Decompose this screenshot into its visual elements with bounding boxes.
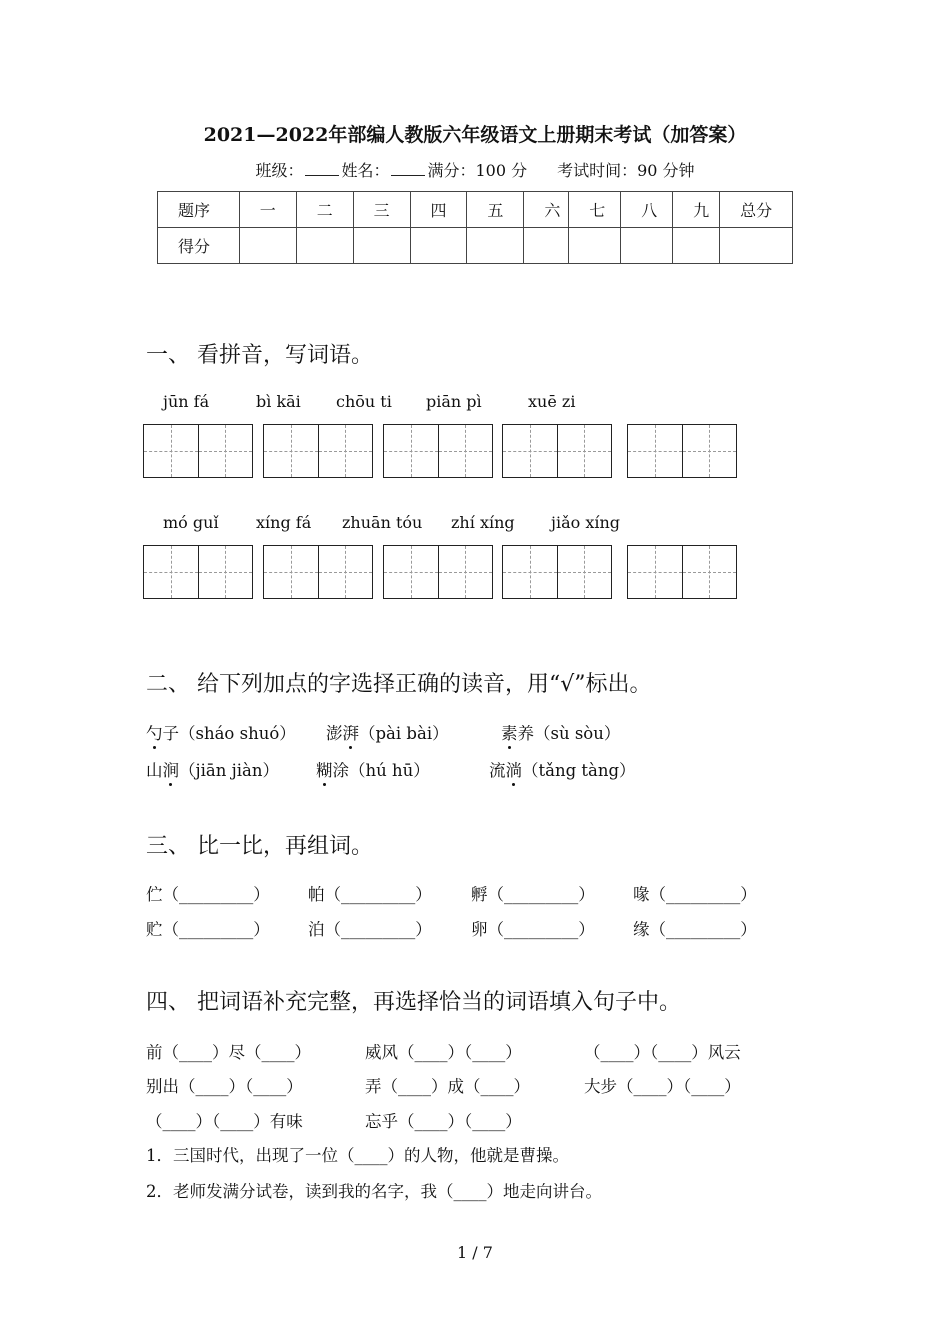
dotted-char: 淌 bbox=[506, 757, 523, 781]
score-input-cell[interactable] bbox=[239, 228, 296, 264]
idiom-blank[interactable]: （____）（____）有味 bbox=[146, 1112, 303, 1131]
score-input-cell[interactable] bbox=[524, 228, 569, 264]
idiom-blank[interactable]: 忘乎（____）（____） bbox=[365, 1112, 522, 1131]
score-input-cell[interactable] bbox=[673, 228, 720, 264]
dotted-char: 勺 bbox=[146, 720, 163, 744]
word-blank[interactable]: 伫（_________） bbox=[146, 885, 270, 904]
score-input-cell[interactable] bbox=[569, 228, 621, 264]
section3-heading: 三、 比一比，再组词。 bbox=[146, 834, 373, 859]
section2-heading: 二、 给下列加点的字选择正确的读音，用“√”标出。 bbox=[146, 672, 652, 697]
dotted-char: 涧 bbox=[163, 757, 180, 781]
reading-item[interactable]: 流淌（tǎng tàng） bbox=[489, 757, 636, 781]
dotted-char: 湃 bbox=[343, 720, 360, 744]
tianzige-box[interactable] bbox=[263, 545, 373, 599]
reading-item[interactable]: 澎湃（pài bài） bbox=[326, 720, 449, 744]
table-cell: 六 bbox=[524, 192, 569, 228]
dotted-char: 素 bbox=[501, 720, 518, 744]
pinyin-label: zhuān tóu bbox=[342, 513, 423, 532]
reading-options: （sù sòu） bbox=[534, 724, 621, 743]
tianzige-box[interactable] bbox=[143, 424, 253, 478]
word-blank[interactable]: 孵（_________） bbox=[471, 885, 595, 904]
table-cell: 一 bbox=[239, 192, 296, 228]
student-info-line bbox=[0, 158, 950, 181]
tianzige-box[interactable] bbox=[383, 424, 493, 478]
table-cell: 总分 bbox=[720, 192, 793, 228]
reading-options: （pài bài） bbox=[359, 724, 449, 743]
table-cell: 题序 bbox=[158, 192, 240, 228]
score-input-cell[interactable] bbox=[467, 228, 524, 264]
table-cell: 八 bbox=[621, 192, 673, 228]
pinyin-label: jiǎo xíng bbox=[551, 513, 621, 532]
pinyin-label: bì kāi bbox=[256, 392, 301, 411]
section4-heading: 四、 把词语补充完整，再选择恰当的词语填入句子中。 bbox=[146, 990, 681, 1015]
pinyin-label: xuē zi bbox=[528, 392, 576, 411]
table-cell: 四 bbox=[410, 192, 467, 228]
score-input-cell[interactable] bbox=[296, 228, 353, 264]
class-blank[interactable] bbox=[305, 161, 339, 176]
table-cell: 二 bbox=[296, 192, 353, 228]
score-input-cell[interactable] bbox=[720, 228, 793, 264]
tianzige-box[interactable] bbox=[502, 545, 612, 599]
reading-options: （sháo shuó） bbox=[179, 724, 296, 743]
word-blank[interactable]: 泊（_________） bbox=[308, 920, 432, 939]
tianzige-box[interactable] bbox=[143, 545, 253, 599]
tianzige-box[interactable] bbox=[383, 545, 493, 599]
pinyin-label: xíng fá bbox=[256, 513, 312, 532]
word-blank[interactable]: 帕（_________） bbox=[308, 885, 432, 904]
reading-item[interactable]: 素养（sù sòu） bbox=[501, 720, 620, 744]
pinyin-label: zhí xíng bbox=[451, 513, 515, 532]
reading-options: （jiān jiàn） bbox=[179, 761, 279, 780]
pinyin-label: piān pì bbox=[426, 392, 482, 411]
reading-item[interactable]: 糊涂（hú hū） bbox=[316, 757, 430, 781]
table-cell: 三 bbox=[353, 192, 410, 228]
sentence-question[interactable]: 1．三国时代，出现了一位（____）的人物，他就是曹操。 bbox=[146, 1146, 569, 1165]
idiom-blank[interactable]: 前（____）尽（____） bbox=[146, 1043, 311, 1062]
score-table bbox=[157, 191, 793, 264]
page-number: 1 / 7 bbox=[457, 1243, 493, 1262]
table-cell: 九 bbox=[673, 192, 720, 228]
idiom-blank[interactable]: 威风（____）（____） bbox=[365, 1043, 522, 1062]
full-score-label: 满分：100 分 bbox=[427, 161, 528, 180]
tianzige-box[interactable] bbox=[627, 545, 737, 599]
pinyin-label: jūn fá bbox=[163, 392, 210, 411]
idiom-blank[interactable]: （____）（____）风云 bbox=[584, 1043, 741, 1062]
word-blank[interactable]: 缘（_________） bbox=[633, 920, 757, 939]
idiom-blank[interactable]: 弄（____）成（____） bbox=[365, 1077, 530, 1096]
tianzige-box[interactable] bbox=[502, 424, 612, 478]
reading-options: （hú hū） bbox=[349, 761, 430, 780]
reading-item[interactable]: 勺子（sháo shuó） bbox=[146, 720, 296, 744]
table-cell: 五 bbox=[467, 192, 524, 228]
score-input-cell[interactable] bbox=[621, 228, 673, 264]
table-cell: 七 bbox=[569, 192, 621, 228]
sentence-question[interactable]: 2．老师发满分试卷，读到我的名字，我（____）地走向讲台。 bbox=[146, 1182, 602, 1201]
pinyin-label: mó guǐ bbox=[163, 513, 219, 532]
page-title: 2021—2022年部编人教版六年级语文上册期末考试（加答案） bbox=[203, 124, 747, 146]
score-table-score-row bbox=[158, 228, 793, 264]
table-cell: 得分 bbox=[158, 228, 240, 264]
dotted-char: 糊 bbox=[316, 757, 333, 781]
idiom-blank[interactable]: 大步（____）（____） bbox=[584, 1077, 741, 1096]
tianzige-box[interactable] bbox=[627, 424, 737, 478]
word-blank[interactable]: 喙（_________） bbox=[633, 885, 757, 904]
score-input-cell[interactable] bbox=[353, 228, 410, 264]
word-blank[interactable]: 卵（_________） bbox=[471, 920, 595, 939]
pinyin-label: chōu ti bbox=[336, 392, 392, 411]
score-input-cell[interactable] bbox=[410, 228, 467, 264]
name-blank[interactable] bbox=[391, 161, 425, 176]
reading-item[interactable]: 山涧（jiān jiàn） bbox=[146, 757, 279, 781]
class-label: 班级： bbox=[255, 161, 304, 180]
section1-heading: 一、 看拼音，写词语。 bbox=[146, 343, 373, 368]
name-label: 姓名： bbox=[341, 161, 390, 180]
reading-options: （tǎng tàng） bbox=[522, 761, 636, 780]
exam-time-label: 考试时间：90 分钟 bbox=[557, 161, 695, 180]
tianzige-box[interactable] bbox=[263, 424, 373, 478]
score-table-header-row bbox=[158, 192, 793, 228]
idiom-blank[interactable]: 别出（____）（____） bbox=[146, 1077, 303, 1096]
word-blank[interactable]: 贮（_________） bbox=[146, 920, 270, 939]
